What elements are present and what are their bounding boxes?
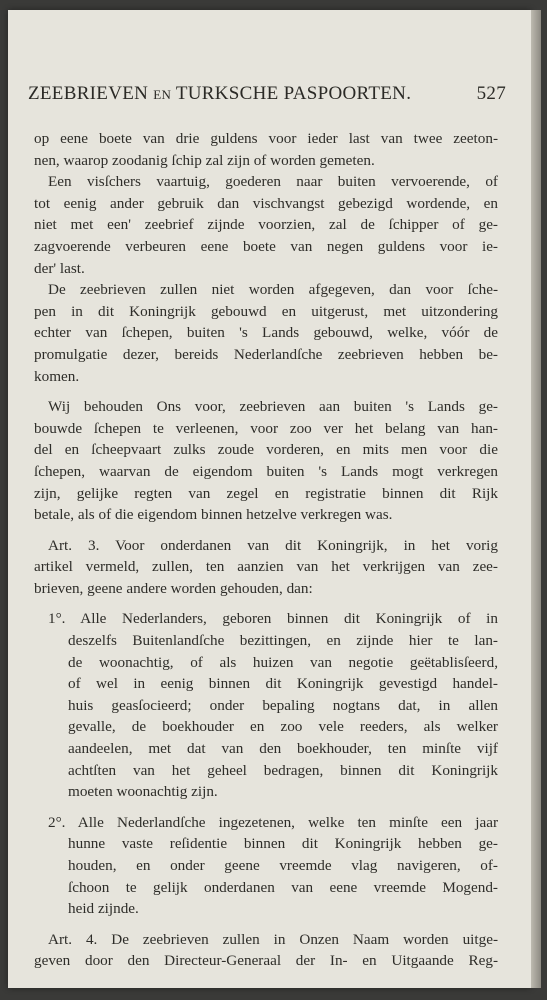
text-line: geven door den Directeur-Generaal der In- en Uitgaande Reg- [34,952,498,970]
text-line: niet met een' zeebrief zijnde voorzien, zal de ſchipper of ge- [34,216,498,234]
text-line: Art. 3. Voor onderdanen van dit Koningrijk, in het vorig [48,536,498,554]
text-line: promulgatie dezer, bereids Nederlandſche zeebrieven hebben be- [34,345,498,363]
header-title-en: EN [153,87,172,102]
text-line: of wel in eenig binnen dit Koningrijk gevestigd handel- [68,675,498,693]
text-line: huis geasſocieerd; onder bepaling nogtans dat, in allen [68,696,498,714]
running-header [28,83,506,105]
text-line: der' last. [34,259,85,277]
text-line: Wij behouden Ons voor, zeebrieven aan buiten 's Lands ge- [48,398,498,416]
text-line: pen in dit Koningrijk gebouwd en uitgerust, met uitzondering [34,302,498,320]
text-line: aandeelen, met dat van den boekhouder, ten minſte vijf [68,740,498,758]
text-line: ſchepen, waarvan de eigendom buiten 's Lands mogt verkregen [34,462,498,480]
text-line: De zeebrieven zullen niet worden afgegeven, dan voor ſche- [48,281,498,299]
text-line: deszelfs Buitenlandſche bezittingen, en zijnde hier te lan- [68,632,498,650]
text-line: Art. 4. De zeebrieven zullen in Onzen Naam worden uitge- [48,930,498,948]
text-line: bouwde ſchepen te verleenen, voor zoo ver het belang van han- [34,419,498,437]
header-title-part2: TURKSCHE PASPOORTEN. [175,83,412,104]
text-line: zijn, gelijke regten van zegel en registratie binnen dit Rijk [34,484,498,502]
text-line: heid zijnde. [68,900,139,918]
text-line: de woonachtig, of als huizen van negotie geëtablisſeerd, [68,653,498,671]
header-title-part1: ZEEBRIEVEN [28,83,149,104]
text-line: Een visſchers vaartuig, goederen naar buiten vervoerende, of [48,173,498,191]
text-line: 2°. Alle Nederlandſche ingezetenen, welke ten minſte een jaar [48,813,498,831]
text-line: echter van ſchepen, buiten 's Lands gebouwd, welke, vóór de [34,324,498,342]
text-line: op eene boete van drie guldens voor ieder last van twee zeeton- [34,130,498,147]
text-line: tot eenig ander gebruik dan vischvangst gebezigd wordende, en [34,194,498,212]
page-number: 527 [476,83,506,104]
text-line: moeten woonachtig zijn. [68,783,218,801]
text-line: del en ſcheepvaart zulks zoude vorderen, en mits men voor die [34,441,498,459]
text-line: 1°. Alle Nederlanders, geboren binnen dit Koningrijk of in [48,610,498,628]
text-line: nen, waarop zoodanig ſchip zal zijn of worden gemeten. [34,151,375,169]
text-line: houden, en onder geene vreemde vlag navigeren, of- [68,857,498,874]
text-line: ſchoon te gelijk onderdanen van eene vreemde Mogend- [68,878,498,896]
text-line: komen. [34,367,80,385]
text-line: hunne vaste reſidentie binnen dit Koningrijk hebben ge- [68,835,498,853]
body-text [34,128,498,972]
text-line: betale, als of die eigendom binnen hetzelve verkregen was. [34,506,393,524]
text-line: zagvoerende verbeuren eene boete van negen guldens voor ie- [34,237,498,255]
page-edge [531,10,541,988]
text-line: brieven, geene andere worden gehouden, dan: [34,579,313,597]
text-line: achtſten van het geheel bedragen, binnen dit Koningrijk [68,761,498,779]
text-line: gevalle, de boekhouder en zoo vele reeders, als welker [68,718,498,736]
text-line: artikel vermeld, zullen, ten aanzien van het verkrijgen van zee- [34,558,498,576]
